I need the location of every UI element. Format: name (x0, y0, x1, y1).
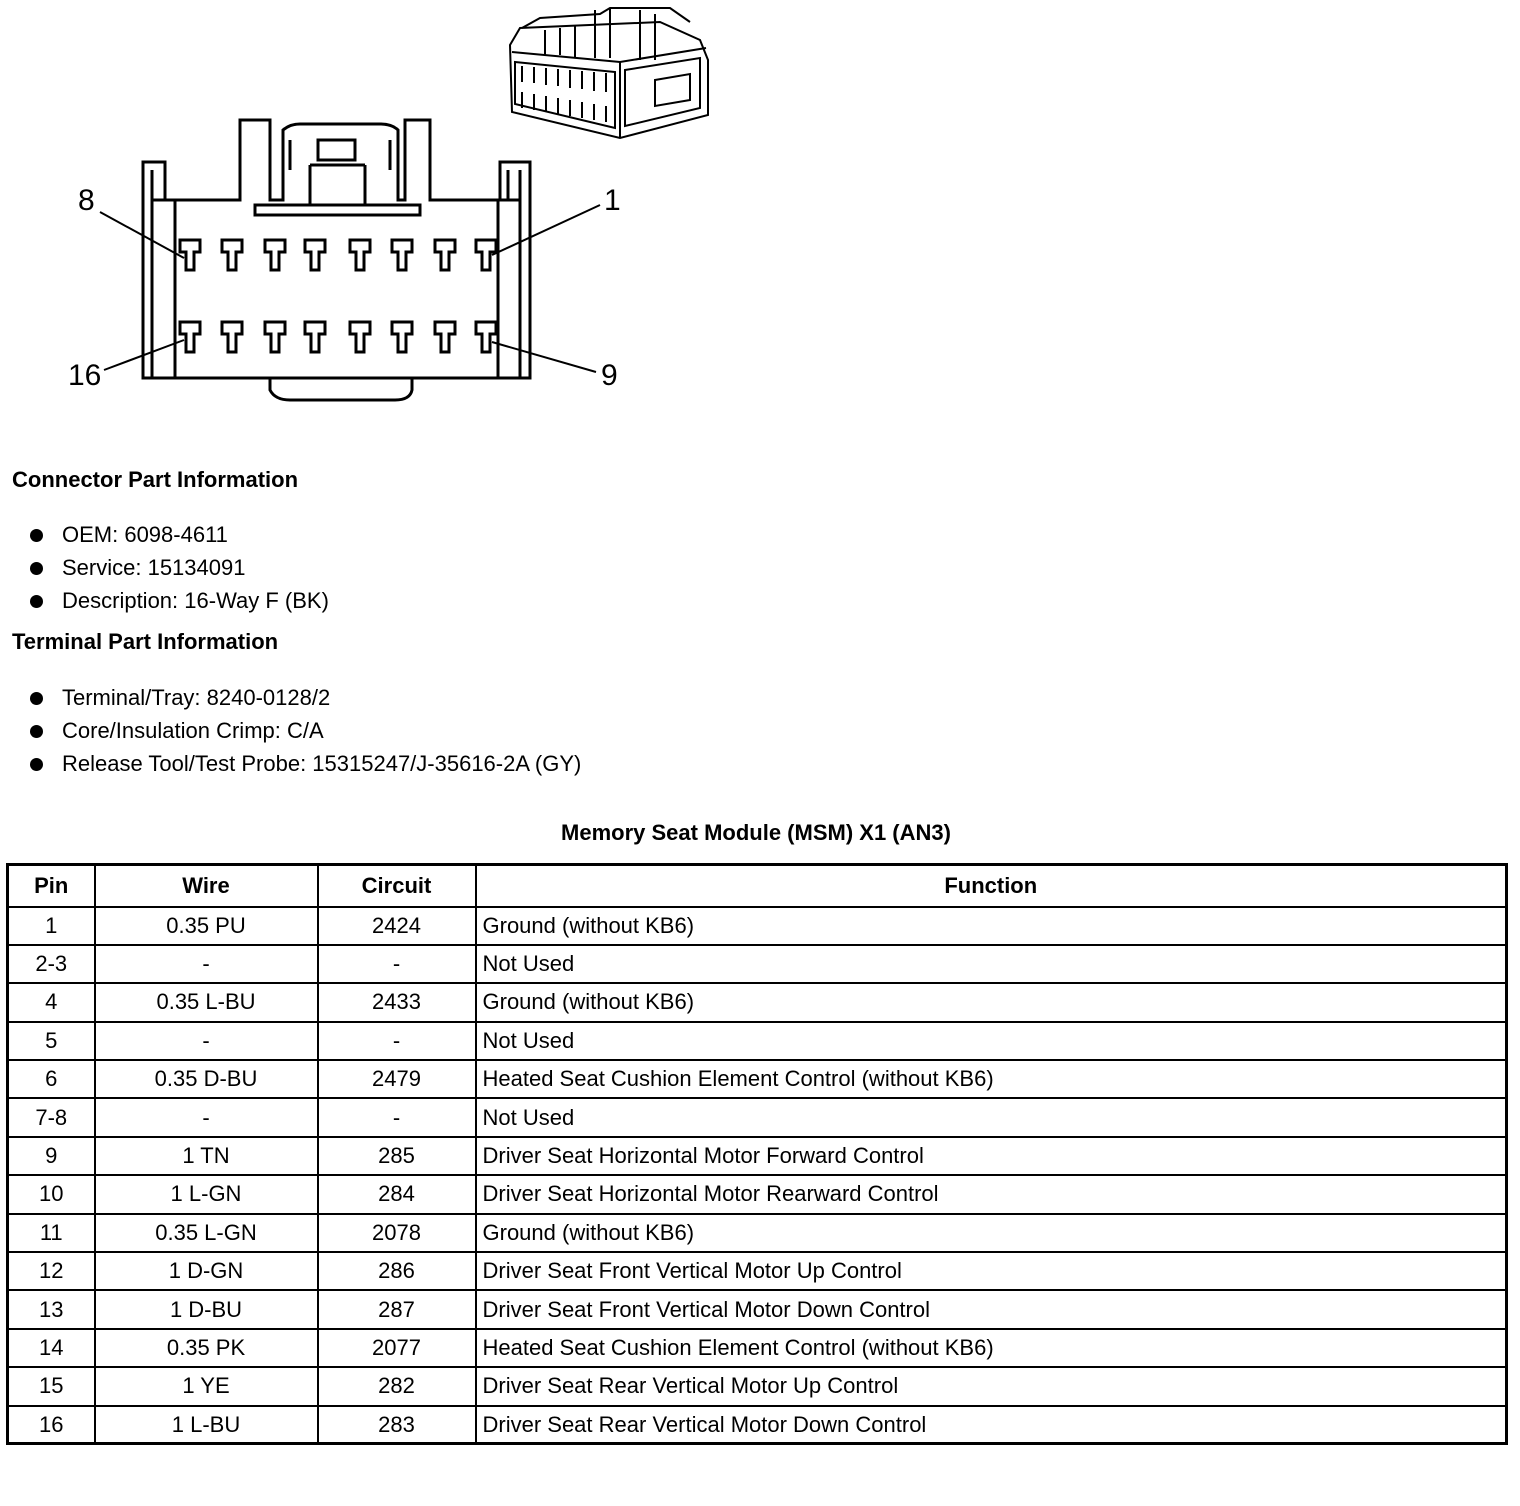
cell-pin: 2-3 (8, 945, 95, 983)
cell-circuit: - (318, 1098, 476, 1136)
cell-wire: - (95, 1098, 318, 1136)
cell-pin: 4 (8, 983, 95, 1021)
table-row (8, 1252, 1507, 1290)
cell-pin: 1 (8, 907, 95, 945)
cell-function: Heated Seat Cushion Element Control (without KB6) (476, 1329, 1507, 1367)
pin-label-8: 8 (78, 184, 95, 217)
cell-circuit: 2479 (318, 1060, 476, 1098)
table-row (8, 1060, 1507, 1098)
cell-circuit: - (318, 945, 476, 983)
list-item: Terminal/Tray: 8240-0128/2 (30, 681, 581, 714)
cell-wire: 0.35 D-BU (95, 1060, 318, 1098)
list-item: Service: 15134091 (30, 551, 329, 584)
bottom-row-terminals (180, 322, 496, 352)
table-row (8, 945, 1507, 983)
cell-pin: 7-8 (8, 1098, 95, 1136)
cell-circuit: 282 (318, 1367, 476, 1405)
cell-function: Driver Seat Horizontal Motor Forward Control (476, 1137, 1507, 1175)
column-header-circuit: Circuit (318, 865, 476, 907)
table-header-row (8, 865, 1507, 907)
cell-function: Not Used (476, 945, 1507, 983)
cell-function: Driver Seat Horizontal Motor Rearward Control (476, 1175, 1507, 1213)
column-header-function: Function (476, 865, 1507, 907)
cell-wire: 1 L-GN (95, 1175, 318, 1213)
cell-pin: 12 (8, 1252, 95, 1290)
table-row (8, 1290, 1507, 1328)
table-row (8, 1022, 1507, 1060)
list-item: Core/Insulation Crimp: C/A (30, 714, 581, 747)
terminal-info-heading: Terminal Part Information (12, 629, 279, 654)
cell-wire: 1 D-GN (95, 1252, 318, 1290)
cell-function: Driver Seat Front Vertical Motor Down Control (476, 1290, 1507, 1328)
cell-circuit: 284 (318, 1175, 476, 1213)
list-item: Release Tool/Test Probe: 15315247/J-35616-2A (GY) (30, 747, 581, 780)
cell-wire: 1 D-BU (95, 1290, 318, 1328)
cell-wire: 1 TN (95, 1137, 318, 1175)
cell-circuit: 2077 (318, 1329, 476, 1367)
table-row (8, 983, 1507, 1021)
cell-function: Heated Seat Cushion Element Control (without KB6) (476, 1060, 1507, 1098)
cell-function: Ground (without KB6) (476, 1214, 1507, 1252)
cell-circuit: 286 (318, 1252, 476, 1290)
table-row (8, 1214, 1507, 1252)
cell-function: Driver Seat Rear Vertical Motor Down Control (476, 1406, 1507, 1444)
cell-pin: 16 (8, 1406, 95, 1444)
top-row-terminals (180, 240, 496, 270)
connector-isometric-view (510, 8, 708, 138)
pinout-table (6, 863, 1508, 1445)
cell-wire: - (95, 945, 318, 983)
connector-face-drawing (0, 0, 740, 420)
table-row (8, 1329, 1507, 1367)
cell-function: Not Used (476, 1022, 1507, 1060)
cell-pin: 9 (8, 1137, 95, 1175)
connector-diagram (0, 0, 740, 420)
cell-pin: 15 (8, 1367, 95, 1405)
cell-pin: 13 (8, 1290, 95, 1328)
table-title: Memory Seat Module (MSM) X1 (AN3) (561, 820, 951, 845)
pin-label-1: 1 (604, 184, 621, 217)
cell-circuit: 283 (318, 1406, 476, 1444)
cell-circuit: - (318, 1022, 476, 1060)
table-row (8, 907, 1507, 945)
table-row (8, 1406, 1507, 1444)
connector-info-list (30, 518, 329, 617)
connector-info-heading: Connector Part Information (12, 467, 299, 492)
cell-circuit: 2424 (318, 907, 476, 945)
pin-label-16: 16 (68, 359, 102, 392)
cell-wire: 0.35 PK (95, 1329, 318, 1367)
cell-function: Ground (without KB6) (476, 907, 1507, 945)
column-header-pin: Pin (8, 865, 95, 907)
cell-wire: - (95, 1022, 318, 1060)
cell-circuit: 285 (318, 1137, 476, 1175)
cell-wire: 0.35 L-BU (95, 983, 318, 1021)
cell-function: Driver Seat Rear Vertical Motor Up Control (476, 1367, 1507, 1405)
cell-circuit: 287 (318, 1290, 476, 1328)
table-row (8, 1175, 1507, 1213)
cell-wire: 0.35 L-GN (95, 1214, 318, 1252)
cell-circuit: 2433 (318, 983, 476, 1021)
table-row (8, 1367, 1507, 1405)
cell-pin: 6 (8, 1060, 95, 1098)
cell-pin: 10 (8, 1175, 95, 1213)
cell-pin: 11 (8, 1214, 95, 1252)
column-header-wire: Wire (95, 865, 318, 907)
list-item: Description: 16-Way F (BK) (30, 584, 329, 617)
cell-wire: 1 YE (95, 1367, 318, 1405)
table-row (8, 1137, 1507, 1175)
cell-function: Not Used (476, 1098, 1507, 1136)
connector-face-outline (143, 120, 530, 400)
table-row (8, 1098, 1507, 1136)
cell-wire: 0.35 PU (95, 907, 318, 945)
cell-pin: 14 (8, 1329, 95, 1367)
cell-circuit: 2078 (318, 1214, 476, 1252)
cell-function: Ground (without KB6) (476, 983, 1507, 1021)
cell-function: Driver Seat Front Vertical Motor Up Control (476, 1252, 1507, 1290)
cell-wire: 1 L-BU (95, 1406, 318, 1444)
cell-pin: 5 (8, 1022, 95, 1060)
terminal-info-list (30, 681, 581, 780)
list-item: OEM: 6098-4611 (30, 518, 329, 551)
pin-label-9: 9 (601, 359, 618, 392)
